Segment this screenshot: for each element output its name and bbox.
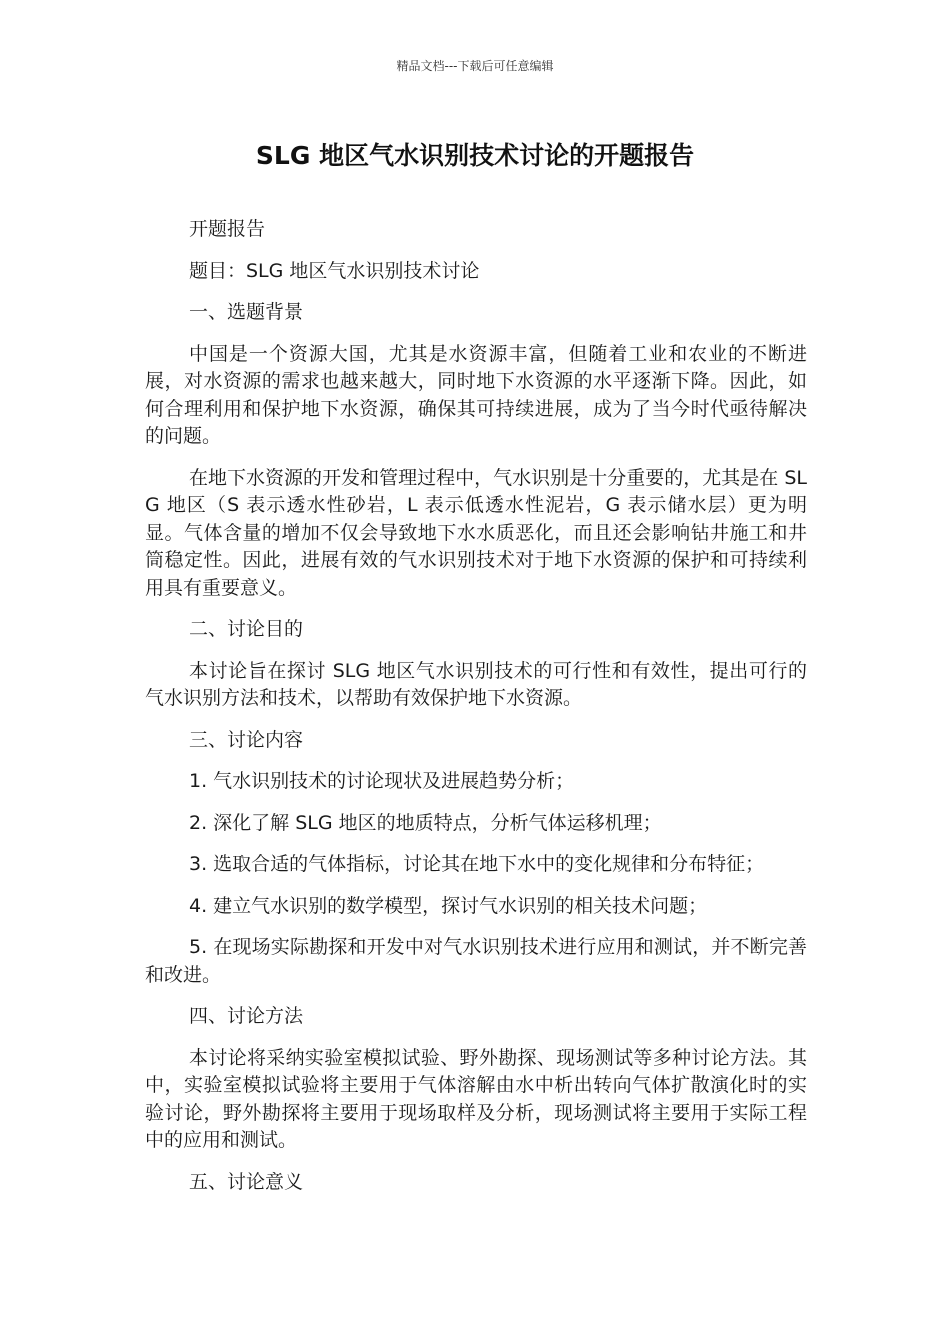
heading-purpose: 二、讨论目的 bbox=[189, 618, 304, 640]
list-item: 4. 建立气水识别的数学模型，探讨气水识别的相关技术问题； bbox=[189, 894, 708, 917]
paragraph-purpose: 本讨论旨在探讨 SLG 地区气水识别技术的可行性和有效性，提出可行的气水识别方法和技术，以帮助有效保护地下水资源。 bbox=[145, 659, 807, 709]
paragraph-method: 本讨论将采纳实验室模拟试验、野外勘探、现场测试等多种讨论方法。其中，实验室模拟试验将主要用于气体溶解由水中析出转向气体扩散演化时的实验讨论，野外勘探将主要用于现场取样及分析，现场测试将主要用于实际工程中的应用和测试。 bbox=[145, 1046, 807, 1151]
heading-background: 一、选题背景 bbox=[189, 301, 304, 323]
document-title: SLG 地区气水识别技术讨论的开题报告 bbox=[255, 141, 695, 170]
heading-method: 四、讨论方法 bbox=[189, 1005, 304, 1027]
list-item: 1. 气水识别技术的讨论现状及进展趋势分析； bbox=[189, 770, 575, 792]
document-body bbox=[145, 216, 807, 1210]
paragraph-background-1: 中国是一个资源大国，尤其是水资源丰富，但随着工业和农业的不断进展，对水资源的需求也越来越大，同时地下水资源的水平逐渐下降。因此，如何合理利用和保护地下水资源，确保其可持续进展，成为了当今时代亟待解决的问题。 bbox=[145, 342, 807, 447]
list-item: 3. 选取合适的气体指标，讨论其在地下水中的变化规律和分布特征； bbox=[189, 853, 765, 875]
heading-significance: 五、讨论意义 bbox=[189, 1170, 304, 1193]
list-item: 2. 深化了解 SLG 地区的地质特点，分析气体运移机理； bbox=[189, 811, 662, 834]
paragraph-background-2: 在地下水资源的开发和管理过程中，气水识别是十分重要的，尤其是在 SLG 地区（S 表示透水性砂岩，L 表示低透水性泥岩，G 表示储水层）更为明显。气体含量的增加不仅会导致地下水水质恶化，而且还会影响钻井施工和井筒稳定性。因此，进展有效的气水识别技术对于地下水资源的保护和可持续利用具有重要意义。 bbox=[145, 466, 807, 599]
topic-line: 题目：SLG 地区气水识别技术讨论 bbox=[189, 259, 480, 282]
section-label: 开题报告 bbox=[189, 218, 266, 240]
list-item: 5. 在现场实际勘探和开发中对气水识别技术进行应用和测试，并不断完善和改进。 bbox=[145, 936, 807, 986]
header-note: 精品文档---下载后可任意编辑 bbox=[396, 59, 554, 73]
heading-content: 三、讨论内容 bbox=[189, 728, 304, 751]
